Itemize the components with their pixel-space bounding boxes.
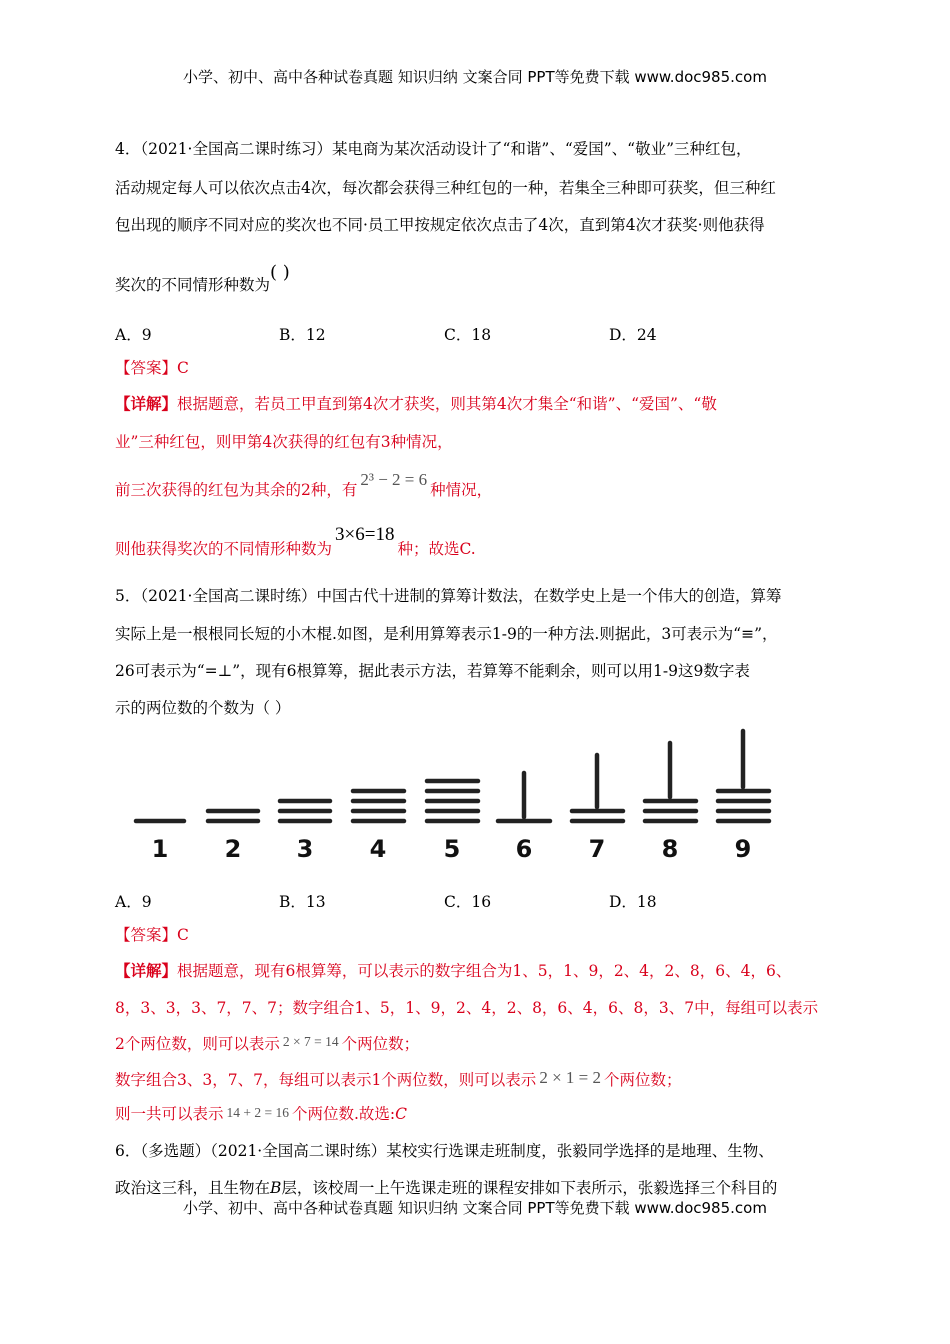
q5-detail-text5a: 则一共可以表示 bbox=[115, 1105, 224, 1123]
rod-label-1: 1 bbox=[151, 835, 169, 863]
q4-formula1: 2³ − 2 = 6 bbox=[360, 470, 428, 489]
q5-answer: 【答案】C bbox=[115, 926, 189, 944]
q5-option-c: C．16 bbox=[444, 893, 492, 911]
q5-detail-tag: 【详解】 bbox=[115, 961, 178, 980]
q4-answer: 【答案】C bbox=[115, 359, 189, 377]
q4-stem-line3: 包出现的顺序不同对应的奖次也不同·员工甲按规定依次点击了4次，直到第4次才获奖·则他获得 bbox=[115, 216, 765, 234]
q5-detail-line1 bbox=[115, 961, 791, 981]
q5-detail-line2: 8，3、3，3、7，7、7；数字组合1、5，1、9，2、4，2、8，6、4，6、8，3、7中，每组可以表示 bbox=[115, 999, 819, 1017]
q5-detail-text3a: 2个两位数，则可以表示 bbox=[115, 1035, 280, 1053]
rod-label-7: 7 bbox=[588, 835, 606, 863]
q4-detail-text4b: 种；故选C. bbox=[397, 540, 476, 558]
q5-detail-text4a: 数字组合3、3，7、7，每组可以表示1个两位数，则可以表示 bbox=[115, 1071, 537, 1089]
q6-stem-text2a: 政治这三科，且生物在 bbox=[115, 1179, 271, 1197]
q4-detail-text3a: 前三次获得的红包为其余的2种，有 bbox=[115, 481, 358, 499]
rod-label-2: 2 bbox=[224, 835, 242, 863]
q4-stem-line4 bbox=[115, 262, 290, 295]
q5-detail-line5 bbox=[115, 1104, 407, 1125]
q4-stem-line1: 4．（2021·全国高二课时练习）某电商为某次活动设计了“和谐”、“爱国”、“敬业”三种红包， bbox=[115, 140, 752, 158]
q5-formula1: 2 × 7 = 14 bbox=[282, 1034, 339, 1049]
q5-option-d: D．18 bbox=[609, 893, 657, 911]
q4-formula2: 3×6=18 bbox=[335, 524, 395, 545]
page-footer: 小学、初中、高中各种试卷真题 知识归纳 文案合同 PPT等免费下载 www.doc985.com bbox=[183, 1199, 767, 1217]
q4-detail-line2: 业”三种红包，则甲第4次获得的红包有3种情况， bbox=[115, 433, 453, 451]
q4-option-b: B．12 bbox=[279, 326, 326, 344]
q5-detail-text5c: C bbox=[395, 1105, 408, 1123]
q4-detail-line1 bbox=[115, 394, 717, 414]
q4-option-c: C．18 bbox=[444, 326, 492, 344]
q5-stem-line4: 示的两位数的个数为（ ） bbox=[115, 699, 291, 717]
rod-label-9: 9 bbox=[734, 835, 752, 863]
q5-detail-text3b: 个两位数； bbox=[341, 1035, 420, 1053]
rod-label-6: 6 bbox=[515, 835, 533, 863]
q5-stem-line2: 实际上是一根根同长短的小木棍.如图，是利用算筹表示1-9的一种方法.则据此，3可表示为“≡”， bbox=[115, 625, 778, 643]
q5-option-a: A．9 bbox=[115, 893, 152, 911]
rod-label-4: 4 bbox=[369, 835, 387, 863]
q4-option-a: A．9 bbox=[115, 326, 152, 344]
q4-detail-text3b: 种情况， bbox=[430, 481, 493, 499]
q5-formula2: 2 × 1 = 2 bbox=[539, 1068, 601, 1087]
q6-stem-text2c: 层，该校周一上午选课走班的课程安排如下表所示，张毅选择三个科目的 bbox=[281, 1179, 778, 1197]
q5-stem-line1: 5．（2021·全国高二课时练）中国古代十进制的算筹计数法，在数学史上是一个伟大的创造，算筹 bbox=[115, 587, 782, 605]
q4-detail-line4 bbox=[115, 524, 476, 559]
q5-detail-text5b: 个两位数.故选: bbox=[292, 1105, 396, 1123]
q5-formula3: 14 + 2 = 16 bbox=[226, 1105, 289, 1120]
q5-detail-text4b: 个两位数； bbox=[604, 1071, 682, 1089]
q5-option-b: B．13 bbox=[279, 893, 326, 911]
q5-detail-text1: 根据题意，现有6根算筹，可以表示的数字组合为1、5，1、9，2、4，2、8，6、4，6、 bbox=[177, 962, 792, 980]
q4-option-d: D．24 bbox=[609, 326, 657, 344]
q4-detail-text1: 根据题意，若员工甲直到第4次才获奖，则其第4次才集全“和谐”、“爱国”、“敬 bbox=[177, 395, 717, 413]
q5-detail-line3 bbox=[115, 1034, 419, 1055]
counting-rods-figure bbox=[120, 725, 820, 865]
q5-stem-line3: 26可表示为“=⊥”，现有6根算筹，据此表示方法，若算筹不能剩余，则可以用1-9这9数字表 bbox=[115, 662, 750, 680]
page-header: 小学、初中、高中各种试卷真题 知识归纳 文案合同 PPT等免费下载 www.doc985.com bbox=[183, 68, 767, 86]
q6-stem-text2b: B bbox=[270, 1179, 282, 1197]
q4-detail-tag: 【详解】 bbox=[115, 394, 178, 413]
q6-stem-line2 bbox=[115, 1178, 777, 1198]
q4-stem-line2: 活动规定每人可以依次点击4次，每次都会获得三种红包的一种，若集全三种即可获奖，但三种红 bbox=[115, 179, 776, 197]
rod-label-5: 5 bbox=[443, 835, 461, 863]
q4-detail-text4a: 则他获得奖次的不同情形种数为 bbox=[115, 540, 333, 558]
q6-stem-line1: 6．（多选题）（2021·全国高二课时练）某校实行选课走班制度，张毅同学选择的是地理、生物、 bbox=[115, 1142, 774, 1160]
q4-stem-text: 奖次的不同情形种数为 bbox=[115, 276, 271, 294]
rod-label-3: 3 bbox=[296, 835, 314, 863]
q4-detail-line3 bbox=[115, 470, 493, 500]
rod-label-8: 8 bbox=[661, 835, 679, 863]
q4-paren: ( ) bbox=[270, 262, 290, 283]
q5-detail-line4 bbox=[115, 1070, 682, 1090]
